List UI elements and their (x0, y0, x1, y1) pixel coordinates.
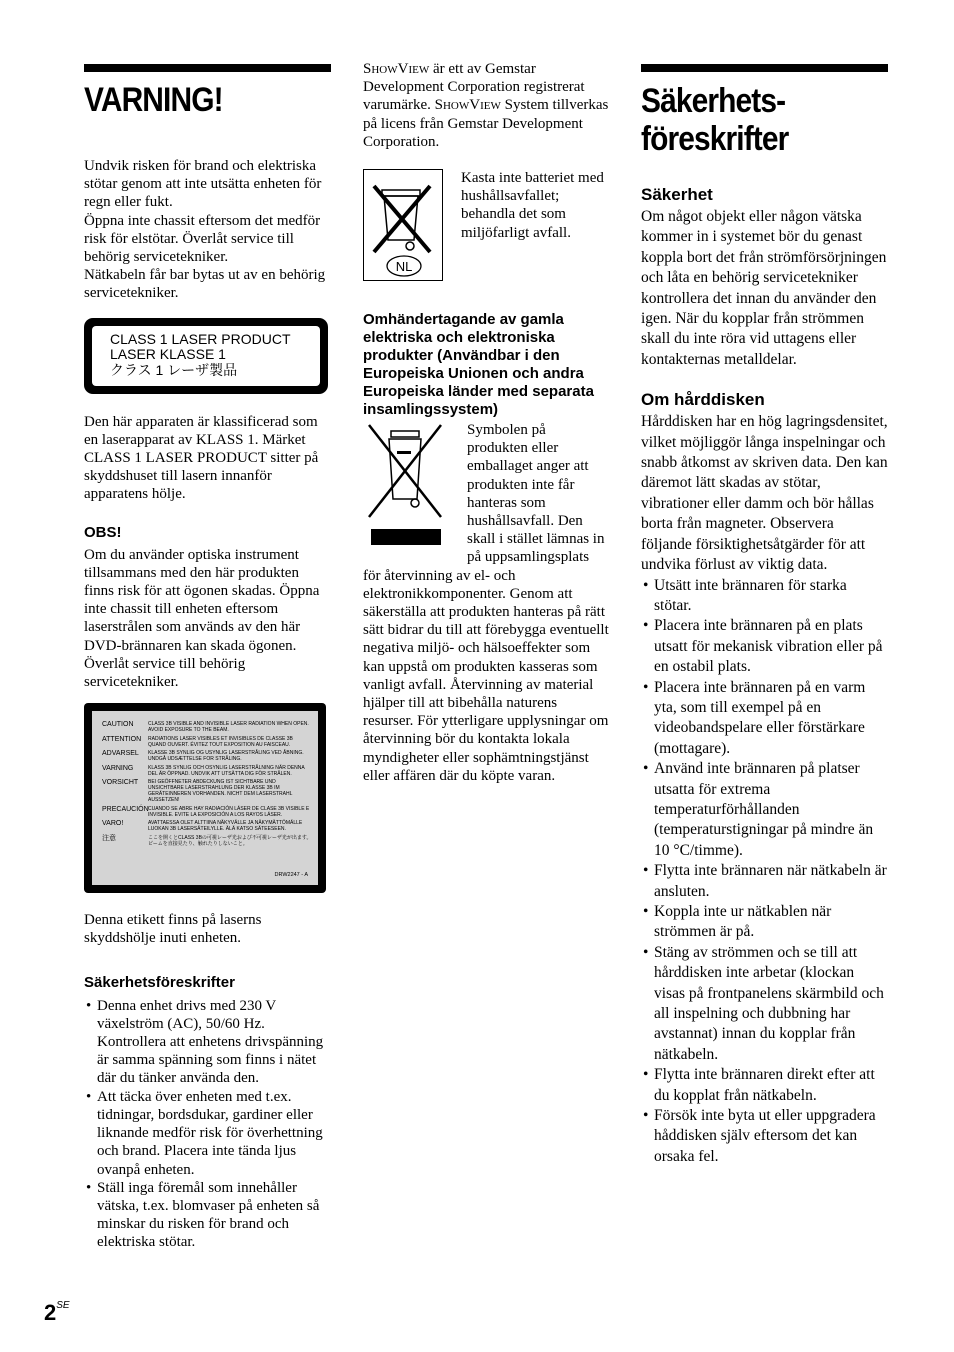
warning-label-key: CAUTION (102, 721, 134, 729)
battery-text: Kasta inte batteriet med hushållsavfallet; behandla det som miljöfarligt avfall. (461, 170, 604, 241)
harddisk-subheading: Om hårddisken (641, 390, 765, 410)
list-item: • Använd inte brännaren på platser utsatta för extrema temperaturförhållanden (temperaturstigningar på mindre än 10 °C/timme). (641, 759, 888, 861)
laser-label-line: CLASS 1 LASER PRODUCT (110, 330, 291, 347)
showview-text (363, 60, 609, 151)
list-item: • Placera inte brännaren på en plats utsatt för mekanisk vibration eller på en ostabil plats. (641, 616, 888, 677)
column-right (641, 64, 888, 1167)
intro-paragraph: Undvik risken för brand och elektriska stötar genom att inte utsätta enheten för regn eller fukt. (84, 158, 322, 211)
page-number (44, 1300, 70, 1326)
warning-label-key: 注意 (102, 834, 116, 842)
warning-label-text: BEI GEÖFFNETER ABDECKUNG IST SICHTBARE UND UNSICHTBARE LASERSTRAHLUNG DER KLASSE 3B IM GERÄTEINNEREN VORHANDEN. NICHT DEM LASERSTRAHL AUSSETZEN! (148, 779, 293, 804)
page-number-suffix: SE (56, 1300, 70, 1311)
warning-label-key: ATTENTION (102, 735, 142, 743)
class1-laser-label (84, 318, 328, 394)
harddisk-text: Hårddisken har en hög lagringsdensitet, vilket möjliggör långa inspelningar och snabb åtkomst av skriven data. Den kan däremot lätt skadas av stötar, vibrationer eller damm och bör hållas borta från magneter. Observera följande försiktighetsåtgärder för att undvika förlust av viktig data. (641, 413, 888, 574)
weee-bin-icon (363, 421, 447, 551)
safety-subheading: Säkerhet (641, 185, 713, 204)
list-item: • Flytta inte brännaren när nätkabeln är ansluten. (641, 861, 888, 902)
crossed-bin-icon (364, 170, 442, 280)
warning-label-text: ここを開くとCLASS 3Bの可視レーザ光および不可視レーザ光が出ます。ビームを直接見たり、触れたりしないこと。 (148, 834, 312, 847)
list-item: • Utsätt inte brännaren för starka stötar. (641, 576, 888, 617)
battery-section (363, 169, 609, 281)
laser-label-line: クラス 1 レーザ製品 (110, 361, 238, 378)
list-item: • Att täcka över enheten med t.ex. tidningar, bordsdukar, gardiner eller liknande medför risk för överhettning och brand. Placera inte tända ljus ovanpå enheten. (84, 1088, 331, 1179)
warning-label-key: VORSICHT (102, 779, 139, 787)
warning-label-key: VARO! (102, 820, 124, 828)
intro-paragraph: Nätkabeln får bar bytas ut av en behörig servicetekniker. (84, 267, 326, 302)
warning-label-code: DRW2247 - A (274, 871, 308, 878)
disposal-heading: Omhändertagande av gamla elektriska och elektroniska produkter (Användbar i den Europeiska Unionen och andra Europeiska länder med separata insamlingssystem) (363, 311, 594, 419)
battery-badge: NL (395, 259, 413, 275)
obs-heading: OBS! (84, 523, 122, 541)
column-middle (363, 60, 609, 785)
page-number-value: 2 (44, 1300, 57, 1325)
safety-text: Om något objekt eller någon vätska kommer in i systemet bör du genast koppla bort det från strömförsörjningen och låta en behörig servicetekniker kontrollera det innan du använder den igen. När du kopplar från strömmen skall du inte röra vid uttagens eller kontakternas metalldelar. (641, 208, 887, 368)
warning-label-text: KLASSE 3B SYNLIG OG USYNLIG LASERSTRÅLING VED ÅBNING. UNDGÅ UDSÆTTELSE FOR STRÅLING. (148, 750, 304, 763)
safety-list (84, 997, 331, 1252)
disposal-text: Symbolen på produkten eller emballaget anger att produkten inte får hanteras som hushållsavfall. Den skall i stället lämnas in på uppsamlingsplats för återvinning av el- och elektronikkomponenter. Genom att säkerställa att produkten hanteras på rätt sätt bidrar du till att förebygga eventuellt negativa miljö- och hälsoeffekter som kan uppstå om produkten kasseras som vanligt avfall. Återvinning av material hjälper till att bibehålla naturens resurser. För ytterligare upplysningar om återvinning bör du kontakta lokala myndigheter eller sophämtningstjänst eller affären där du köpte varan. (363, 422, 609, 784)
list-item: • Försök inte byta ut eller uppgradera håddisken själv eftersom det kan orsaka fel. (641, 1106, 888, 1167)
intro-paragraph: Öppna inte chassit eftersom det medför risk för elstötar. Överlåt service till behörig servicetekniker. (84, 212, 321, 266)
showview-trademark: ShowView (434, 97, 501, 114)
weee-symbol (363, 421, 447, 557)
list-item: • Flytta inte brännaren direkt efter att du kopplat från nätkabeln. (641, 1065, 888, 1106)
harddisk-list (641, 576, 888, 1168)
showview-text-part: är ett av Gemstar Development Corporation registrerat varumärke. (363, 61, 585, 114)
warning-label-text: AVATTAESSA OLET ALTTIINA NÄKYVÄLLE JA NÄKYMÄTTÖMÄLLE LUOKAN 3B LASERSÄTEILYLLE. ÄLÄ KATSO SÄTEESEEN. (148, 820, 303, 833)
showview-text-part: System tillverkas på licens från Gemstar Development Corporation. (363, 97, 609, 150)
list-item: • Koppla inte ur nätkablen när strömmen är på. (641, 902, 888, 943)
warning-label-key: VARNING (102, 764, 134, 772)
list-item: • Stäng av strömmen och se till att hårddisken inte arbetar (klockan visas på frontpanelens skärmbild och all inspelning och dubbning har avstannat) innan du kopplar från nätkabeln. (641, 943, 888, 1065)
section-title-line: Säkerhets- (641, 82, 786, 120)
warning-label-key: PRECAUCIÓN (102, 805, 149, 813)
warning-label-text: CLASS 3B VISIBLE AND INVISIBLE LASER RADIATION WHEN OPEN. AVOID EXPOSURE TO THE BEAM. (148, 721, 309, 734)
heading-rule (84, 64, 331, 72)
obs-text: Om du använder optiska instrument tillsammans med den här produkten finns risk för att ögonen skadas. Öppna inte chassit till enheten eftersom laserstrålen som används av den här DVD-brännaren kan skada ögonen. Överlåt service till behörig servicetekniker. (84, 546, 320, 691)
page-title: VARNING! (84, 81, 223, 119)
warning-label-text: CUANDO SE ABRE HAY RADIACIÓN LÁSER DE CLASE 3B VISIBLE E INVISIBLE. EVITE LA EXPOSICIÓN A LOS RAYOS LÁSER. (148, 805, 310, 818)
heading-rule (641, 64, 888, 72)
list-item: • Ställ inga föremål som innehåller vätska, t.ex. blomvaser på enheten så minskar du risken för brand och elektriska stötar. (84, 1179, 331, 1252)
battery-disposal-symbol (363, 169, 443, 281)
intro-text (84, 157, 331, 303)
classification-text: Den här apparaten är klassificerad som en laserapparat av KLASS 1. Märket CLASS 1 LASER PRODUCT sitter på skyddshuset till lasern innanför apparatens hölje. (84, 413, 319, 503)
warning-label-text: KLASS 3B SYNLIG OCH OSYNLIG LASERSTRÅLNING NÄR DENNA DEL ÄR ÖPPNAD. UNDVIK ATT UTSÄTTA DIG FÖR STRÅLEN. (148, 764, 305, 777)
section-title (641, 82, 858, 158)
section-title-line: föreskrifter (641, 120, 789, 158)
column-left (84, 64, 331, 1252)
disposal-section (363, 421, 609, 785)
list-item: • Denna enhet drivs med 230 V växelström (AC), 50/60 Hz. Kontrollera att enhetens drivspänning är samma spänning som finns i nätet där du tänker använda den. (84, 997, 331, 1088)
warning-label-text: RADIATIONS LASER VISIBLES ET INVISIBLES DE CLASSE 3B QUAND OUVERT. ÉVITEZ TOUT EXPOSITION AU FAISCEAU. (148, 735, 293, 748)
laser-warning-label (84, 703, 326, 893)
showview-trademark: ShowView (363, 61, 430, 77)
warning-label-key: ADVARSEL (102, 750, 139, 758)
laser-label-line: LASER KLASSE 1 (110, 346, 226, 363)
list-item: • Placera inte brännaren på en varm yta, som till exempel på en videobandspelare eller förstärkare (mottagare). (641, 678, 888, 760)
safety-heading: Säkerhetsföreskrifter (84, 973, 235, 991)
label-location-text: Denna etikett finns på laserns skyddshölje inuti enheten. (84, 912, 262, 947)
